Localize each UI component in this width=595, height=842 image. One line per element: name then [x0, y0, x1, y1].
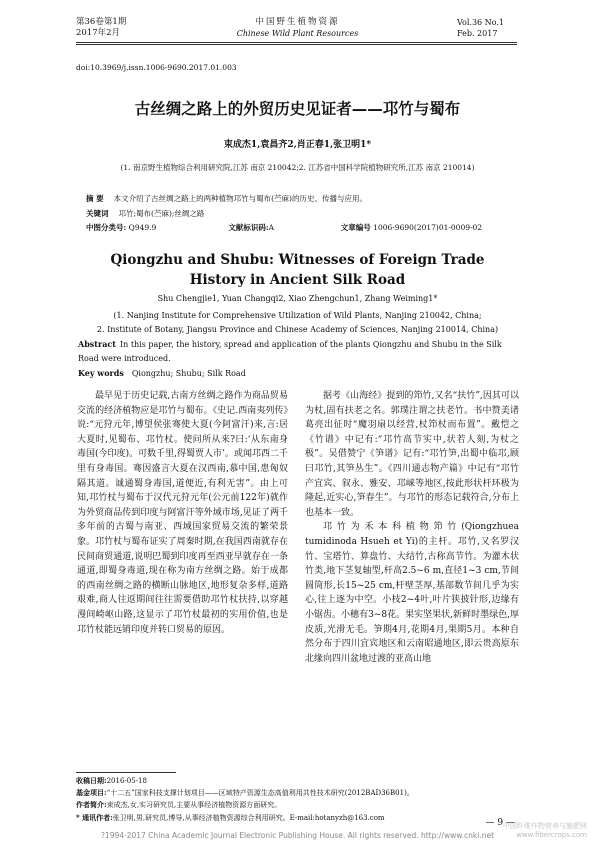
- body-left-column: [77, 389, 288, 637]
- journal-name-cn: 中国野生植物资源: [255, 17, 340, 27]
- watermark-url: www.fibercrops.com: [516, 831, 587, 839]
- keywords-cn-label: 关键词: [86, 209, 109, 218]
- footnote-rule: [76, 772, 176, 773]
- abstract-en: [78, 338, 517, 365]
- header-rule: [76, 42, 517, 43]
- footnote-fund: 基金项目:“十二五”国家科技支撑计划项目——区域特产资源生态高值利用共性技术研究(2012BAD36B01)。: [76, 788, 414, 798]
- clc-value: Q949.9: [128, 223, 157, 232]
- article-no-value: 1006-9690(2017)01-0009-02: [373, 223, 483, 232]
- footnote-received: 收稿日期:2016-05-18: [76, 776, 147, 785]
- classification-line: [86, 222, 516, 233]
- clc-label: 中图分类号:: [86, 223, 127, 232]
- header-journal: [210, 17, 385, 39]
- title-en: [60, 250, 535, 290]
- footnotes: [76, 772, 517, 824]
- doc-code-value: A: [268, 223, 275, 232]
- abstract-cn-text: 本文介绍了古丝绸之路上的两种植物邛竹与蜀布(苎麻)的历史、传播与应用。: [113, 194, 367, 203]
- affiliations-cn: (1. 南京野生植物综合利用研究院,江苏 南京 210042;2. 江苏省中国科学院植物研究所,江苏 南京 210014): [120, 163, 475, 172]
- doc-code-label: 文献标识码:: [228, 223, 269, 232]
- body-paragraph: 邛竹为禾本科植物笻竹(Qiongzhuea tumidinoda Hsueh et Yi)的主杆。邛竹,又名罗汉竹、宝塔竹、算盘竹、大结竹,古称高节竹。为灌木状竹类,地下茎复轴型,杆高2.5~6 m,直径1~3 cm,节间圆筒形,长15~25 cm,杆壁茎厚,基部数节间几乎为实心,往上逐为中空。小枝2~4叶,叶片狭披针形,边缘有小锯齿。小穗有3~8花。果实坚果状,新鲜时墨绿色,厚皮质,光滑无毛。笋期4月,花期4月,果期5月。本种自然分布于四川宜宾地区和云南昭通地区,即云贵高原东北缘向四川盆地过渡的亚高山地: [305, 522, 519, 664]
- title-cn: 古丝绸之路上的外贸历史见证者——邛竹与蜀布: [134, 100, 461, 118]
- keywords-en: [78, 368, 246, 378]
- keywords-cn-text: 邛竹;蜀布(苎麻);丝绸之路: [118, 209, 205, 218]
- abstract-cn: [86, 193, 367, 204]
- footnote-corresponding: * 通讯作者:张卫明,男,研究员,博导,从事经济植物资源综合利用研究。E-mail:hotanyzh@163.com: [76, 812, 385, 822]
- header-volume-en: [457, 17, 517, 39]
- keywords-cn: [86, 208, 204, 219]
- body-right-column: [305, 389, 519, 666]
- header-vol-no: Vol.36 No.1: [457, 18, 504, 27]
- abstract-en-text: In this paper, the history, spread and application of the plants Qiongzhu and Shubu in the Silk Road were introduced.: [78, 340, 502, 363]
- affil-en-line1: (1. Nanjing Institute for Comprehensive Utilization of Wild Plants, Nanjing 210042, China;: [113, 311, 482, 320]
- affil-en-line2: 2. Institute of Botany, Jiangsu Province and Chinese Academy of Sciences, Nanjing 210014, China): [96, 325, 499, 334]
- watermark-cn: 中国纤维作物营养与施肥网: [503, 822, 587, 830]
- affiliations-en: [60, 309, 535, 337]
- journal-name-en: Chinese Wild Plant Resources: [236, 29, 359, 38]
- abstract-cn-label: 摘 要: [86, 194, 104, 203]
- header-issue: [76, 17, 126, 39]
- body-paragraph: 据考《山海经》提到的笻竹,又名“扶竹”,因其可以为杖,固有扶老之名。郭璞注谓之扶老竹。书中赞美诸葛亮出征时“魔羽扇以经营,杖笻杖而布置”。戴恺之《竹谱》中记有:“邛竹高节实中,状若人刻,为杖之极”。吴借赞宁《笋谱》记有:“邛竹笋,出蜀中临邛,顾曰邛竹,其笋丛生”。《四川通志物产篇》中记有“邛竹产宜宾、叙永、雅安、邛崃等地区,按此形状杆环极为隆起,近实心,笋春生”。与邛竹的形态记载符合,分布上也基本一致。: [305, 391, 519, 518]
- authors-en: Shu Chengjie1, Yuan Changqi2, Xiao Zhengchun1, Zhang Weiming1*: [157, 294, 438, 303]
- title-en-line1: Qiongzhu and Shubu: Witnesses of Foreign Trade: [110, 252, 485, 268]
- authors-cn: 束成杰1,袁昌齐2,肖正春1,张卫明1*: [223, 140, 372, 150]
- abstract-en-label: Abstract: [78, 339, 116, 349]
- title-en-line2: History in Ancient Silk Road: [189, 272, 406, 288]
- header-month: Feb. 2017: [457, 29, 498, 38]
- keywords-en-label: Key words: [78, 368, 124, 378]
- body-paragraph: 最早见于历史记载,古南方丝绸之路作为商品贸易交流的经济植物应是邛竹与蜀布。《史记.西南夷列传》说:“元狩元年,博望侯张骞使大夏(今阿富汗)来,言:居大夏时,见蜀布、邛竹杖。使问所从来?曰:‘从东南身毒国(今印度)。可数千里,得蜀贾人市’。或闻邛西二千里有身毒国。骞因盛言大夏在汉西南,慕中国,患匈奴隔其道。诚通蜀身毒国,道便近,有利无害”。由上可知,邛竹杖与蜀布于汉代元狩元年(公元前122年)就作为外贸商品传到印度与阿富汗等外域市场,见证了两千多年前的古蜀与南亚、西域国家贸易交流的繁荣景象。邛竹杖与蜀布证实了周秦时期,在我国西南就存在民间商贸通道,说明巴蜀到印度再至西亚早就存在一条通道,即蜀身毒道,现在称为南方丝绸之路。始于成都的西南丝绸之路的横断山脉地区,地形复杂多样,道路艰难,商人往返期间往往需要借助邛竹杖扶持,以穿越漫间崎岖山路,这显示了邛竹杖最初的实用价值,也是邛竹杖能远销印度并转口贸易的原因。: [77, 391, 288, 635]
- article-no-label: 文章编号: [340, 223, 371, 232]
- header-date: 2017年2月: [76, 28, 121, 38]
- doi[interactable]: doi:10.3969/j.issn.1006-9690.2017.01.003: [76, 63, 237, 72]
- page-number: — 9 —: [485, 818, 515, 828]
- keywords-en-text: Qiongzhu; Shubu; Silk Road: [131, 369, 246, 378]
- footnote-author: 作者简介:束成杰,女,实习研究员,主要从事经济植物资源方面研究。: [76, 800, 282, 810]
- watermark-logo: [503, 822, 587, 840]
- header-rule-2: [76, 44, 517, 45]
- header-volume: 第36卷第1期: [76, 17, 127, 27]
- copyright-notice: ?1994-2017 China Academic Journal Electronic Publishing House. All rights reserved. http://www.cnki.net: [100, 831, 495, 840]
